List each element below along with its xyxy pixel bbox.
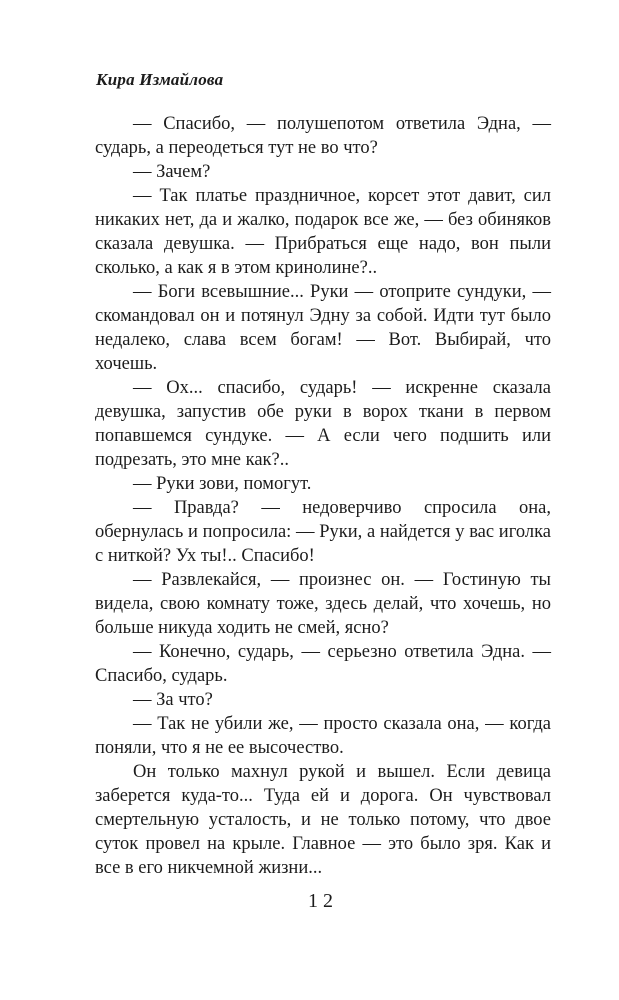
paragraph: — Так платье праздничное, корсет этот давит, сил никаких нет, да и жалко, подарок все же, — без обиняков сказала девушка. — Прибраться еще надо, вон пыли сколько, а как я в этом кринолине?.. xyxy=(95,186,551,278)
paragraph: — Боги всевышние... Руки — отоприте сундуки, — скомандовал он и потянул Эдну за собой. Идти тут было недалеко, слава всем богам! — Вот. Выбирай, что хочешь. xyxy=(95,282,551,374)
paragraph: Он только махнул рукой и вышел. Если девица заберется куда-то... Туда ей и дорога. Он чувствовал смертельную усталость, и не только потому, что двое суток провел на крыле. Главное — это было зря. Как и все в его никчемной жизни... xyxy=(95,762,551,878)
paragraph: — Развлекайся, — произнес он. — Гостиную ты видела, свою комнату тоже, здесь делай, что хочешь, но больше никуда ходить не смей, ясно? xyxy=(95,570,551,638)
page-body xyxy=(95,112,551,880)
paragraph: — Ох... спасибо, сударь! — искренне сказала девушка, запустив обе руки в ворох ткани в первом попавшемся сундуке. — А если чего подшить или подрезать, это мне как?.. xyxy=(95,378,551,470)
paragraph: — Так не убили же, — просто сказала она, — когда поняли, что я не ее высочество. xyxy=(95,714,551,758)
paragraph: — Руки зови, помогут. xyxy=(133,474,312,494)
paragraph: — Спасибо, — полушепотом ответила Эдна, — сударь, а переодеться тут не во что? xyxy=(95,114,551,158)
paragraph: — Конечно, сударь, — серьезно ответила Эдна. — Спасибо, сударь. xyxy=(95,642,551,686)
running-header-author: Кира Измайлова xyxy=(96,70,224,89)
paragraph: — Правда? — недоверчиво спросила она, обернулась и попросила: — Руки, а найдется у вас иголка с ниткой? Ух ты!.. Спасибо! xyxy=(95,498,551,566)
paragraph: — За что? xyxy=(133,690,213,710)
page-number: 12 xyxy=(308,890,338,912)
paragraph: — Зачем? xyxy=(133,162,211,182)
